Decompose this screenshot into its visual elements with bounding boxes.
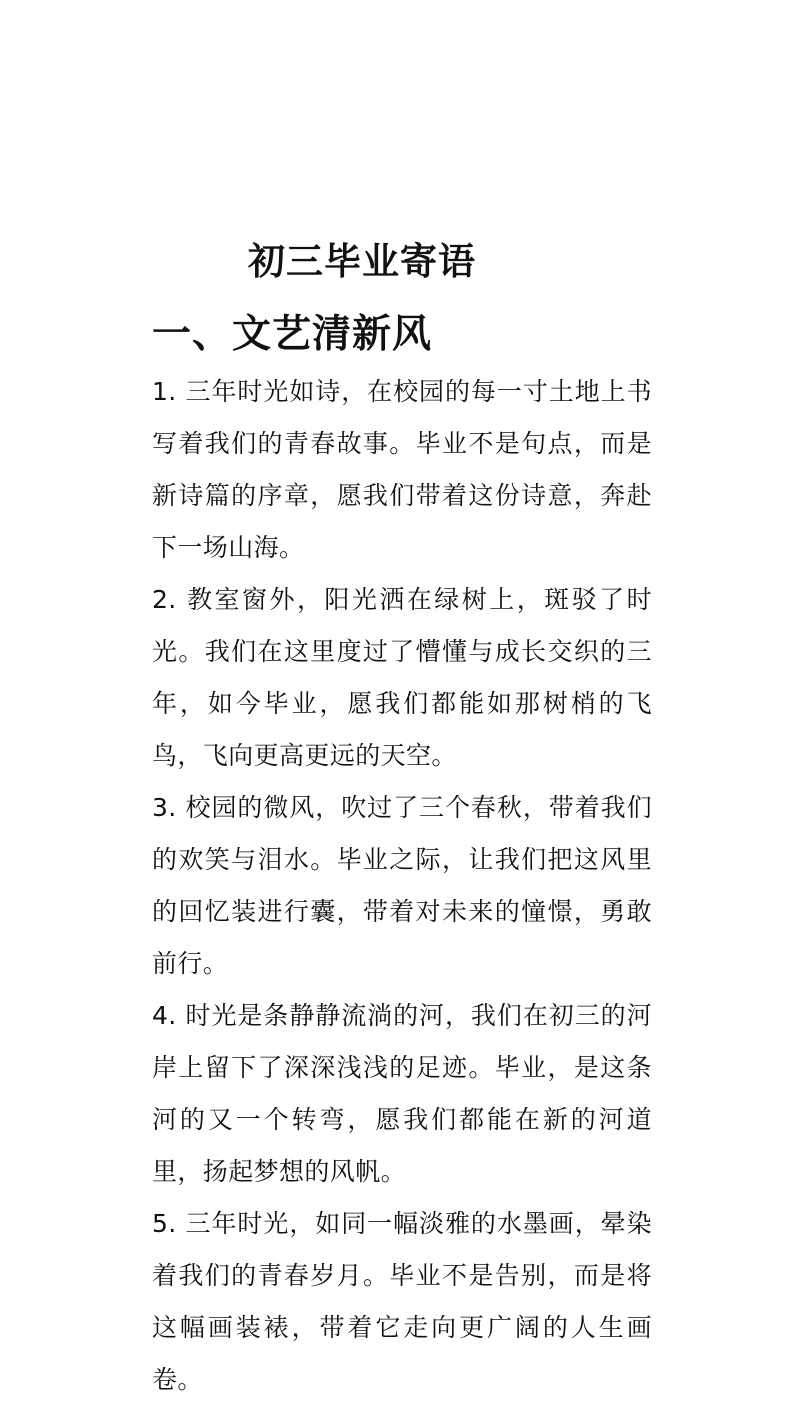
message-item-2: 2. 教室窗外，阳光洒在绿树上，斑驳了时光。我们在这里度过了懵懂与成长交织的三年，如今毕业，愿我们都能如那树梢的飞鸟，飞向更高更远的天空。: [152, 585, 652, 770]
message-item-4: 4. 时光是条静静流淌的河，我们在初三的河岸上留下了深深浅浅的足迹。毕业，是这条河的又一个转弯，愿我们都能在新的河道里，扬起梦想的风帆。: [152, 1001, 652, 1186]
message-item-1: 1. 三年时光如诗，在校园的每一寸土地上书写着我们的青春故事。毕业不是句点，而是新诗篇的序章，愿我们带着这份诗意，奔赴下一场山海。: [152, 377, 652, 562]
section-heading: 一、文艺清新风: [152, 312, 433, 357]
message-item-5: 5. 三年时光，如同一幅淡雅的水墨画，晕染着我们的青春岁月。毕业不是告别，而是将这幅画装裱，带着它走向更广阔的人生画卷。: [152, 1209, 652, 1394]
document-title: 初三毕业寄语: [248, 240, 476, 283]
section-content: [152, 366, 652, 1406]
message-item-3: 3. 校园的微风，吹过了三个春秋，带着我们的欢笑与泪水。毕业之际，让我们把这风里的回忆装进行囊，带着对未来的憧憬，勇敢前行。: [152, 793, 652, 978]
